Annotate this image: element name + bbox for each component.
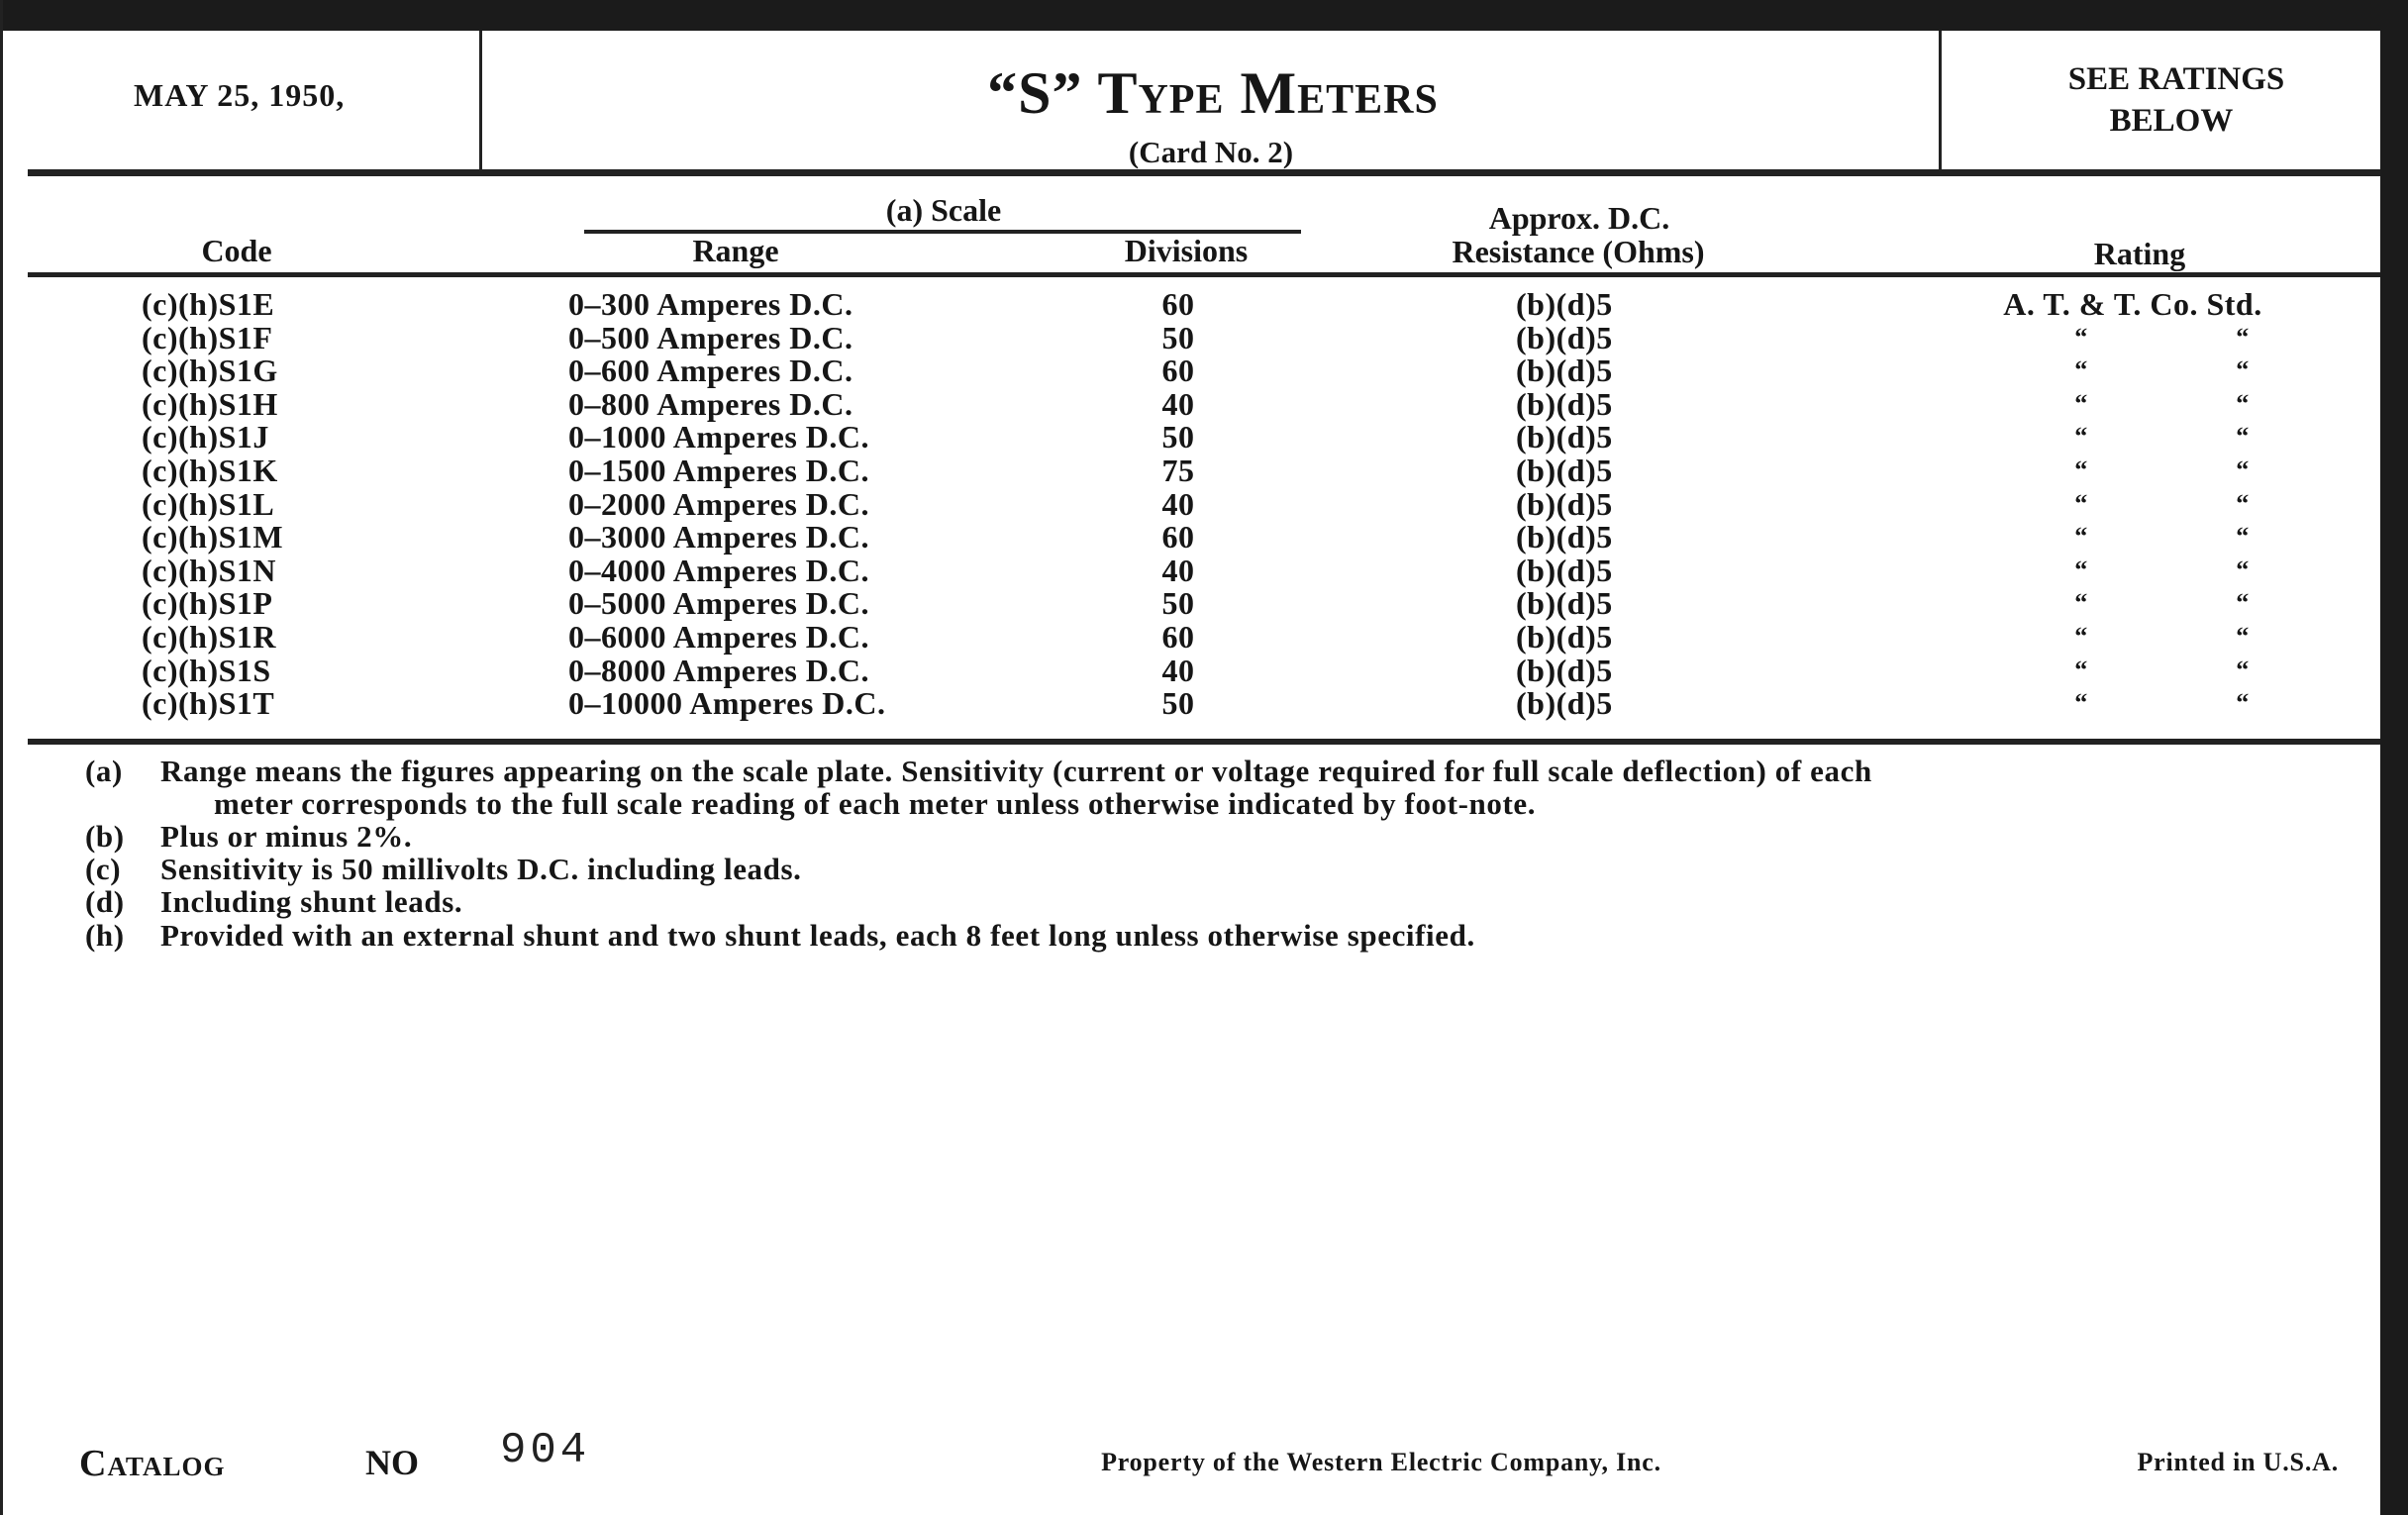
row-rating-ditto: “: [2236, 588, 2250, 618]
row-divisions: 40: [1161, 385, 1195, 422]
row-range: 0–800 Amperes D.C.: [568, 385, 853, 422]
column-header-rating: Rating: [2093, 236, 2186, 271]
row-rating-ditto: “: [2074, 355, 2088, 385]
row-range: 0–300 Amperes D.C.: [568, 286, 853, 322]
row-rating-ditto: “: [2074, 622, 2088, 651]
footnote-continuation: meter corresponds to the full scale reading of each meter unless otherwise indicated by foot-note.: [214, 786, 1537, 821]
column-header-range: Range: [692, 233, 779, 268]
footnote-text: Sensitivity is 50 millivolts D.C. including leads.: [160, 852, 802, 886]
row-divisions: 75: [1161, 453, 1195, 488]
row-rating-ditto: “: [2074, 555, 2088, 584]
row-range: 0–1500 Amperes D.C.: [568, 453, 869, 488]
footnote-label: (d): [85, 884, 125, 919]
row-code: (c)(h)S1T: [142, 685, 275, 722]
row-code: (c)(h)S1F: [142, 319, 273, 355]
row-range: 0–8000 Amperes D.C.: [568, 652, 869, 688]
card-number: (Card No. 2): [1128, 135, 1294, 169]
column-header-resistance-line2: Resistance (Ohms): [1452, 234, 1705, 269]
column-header-divisions: Divisions: [1124, 233, 1249, 268]
row-resistance: (b)(d)5: [1516, 319, 1613, 355]
row-range: 0–3000 Amperes D.C.: [568, 519, 869, 556]
catalog-no-label: NO: [365, 1443, 419, 1482]
row-rating-ditto: “: [2236, 322, 2250, 352]
footnote-text: Range means the figures appearing on the scale plate. Sensitivity (current or voltage required for full scale deflection) of each: [160, 754, 1872, 788]
row-divisions: 50: [1161, 419, 1195, 455]
header-divider-left: [479, 31, 482, 172]
row-resistance: (b)(d)5: [1516, 619, 1613, 655]
row-divisions: 50: [1161, 585, 1195, 622]
footnote-label: (c): [85, 852, 122, 886]
row-rating-ditto: “: [2074, 488, 2088, 518]
row-code: (c)(h)S1E: [142, 286, 275, 322]
row-divisions: 40: [1161, 652, 1195, 688]
row-rating-ditto: “: [2236, 622, 2250, 651]
row-resistance: (b)(d)5: [1516, 652, 1613, 688]
scan-left-border: [0, 0, 3, 1515]
row-range: 0–4000 Amperes D.C.: [568, 552, 869, 588]
column-header-rule: [28, 272, 2380, 277]
footnote-label: (h): [85, 918, 125, 953]
row-resistance: (b)(d)5: [1516, 286, 1613, 322]
row-range: 0–2000 Amperes D.C.: [568, 485, 869, 522]
property-notice: Property of the Western Electric Company, Inc.: [1101, 1448, 1661, 1476]
row-code: (c)(h)S1R: [142, 619, 277, 655]
page-title: “S” Type Meters: [987, 60, 1439, 126]
row-resistance: (b)(d)5: [1516, 552, 1613, 588]
row-rating-ditto: “: [2236, 688, 2250, 718]
table-bottom-rule: [28, 739, 2380, 745]
row-divisions: 60: [1161, 286, 1195, 322]
printed-in-notice: Printed in U.S.A.: [2137, 1448, 2339, 1476]
row-code: (c)(h)S1L: [142, 485, 275, 522]
column-header-code: Code: [201, 233, 272, 268]
ratings-note-line1: SEE RATINGS: [2067, 61, 2285, 97]
row-resistance: (b)(d)5: [1516, 353, 1613, 389]
header-rule: [28, 169, 2380, 176]
row-rating-ditto: “: [2074, 455, 2088, 484]
row-rating-ditto: “: [2236, 555, 2250, 584]
row-resistance: (b)(d)5: [1516, 419, 1613, 455]
row-rating-ditto: “: [2236, 488, 2250, 518]
row-divisions: 50: [1161, 319, 1195, 355]
row-code: (c)(h)S1H: [142, 385, 278, 422]
row-rating-ditto: “: [2236, 355, 2250, 385]
row-code: (c)(h)S1K: [142, 453, 278, 488]
row-rating-ditto: “: [2074, 322, 2088, 352]
row-rating-ditto: “: [2236, 522, 2250, 552]
row-range: 0–600 Amperes D.C.: [568, 353, 853, 389]
row-rating-ditto: “: [2236, 655, 2250, 684]
row-rating-ditto: “: [2074, 522, 2088, 552]
card-date: MAY 25, 1950,: [134, 77, 346, 113]
row-divisions: 60: [1161, 353, 1195, 389]
row-resistance: (b)(d)5: [1516, 453, 1613, 488]
row-code: (c)(h)S1P: [142, 585, 273, 622]
row-rating: A. T. & T. Co. Std.: [2003, 286, 2262, 322]
row-divisions: 50: [1161, 685, 1195, 722]
row-divisions: 40: [1161, 485, 1195, 522]
row-code: (c)(h)S1M: [142, 519, 284, 556]
scan-top-border: [0, 0, 2408, 31]
row-resistance: (b)(d)5: [1516, 685, 1613, 722]
row-resistance: (b)(d)5: [1516, 519, 1613, 556]
footnote-label: (b): [85, 819, 125, 854]
row-code: (c)(h)S1S: [142, 652, 271, 688]
row-rating-ditto: “: [2074, 388, 2088, 418]
footnote-label: (a): [85, 754, 123, 788]
row-rating-ditto: “: [2074, 422, 2088, 452]
row-divisions: 60: [1161, 519, 1195, 556]
row-range: 0–10000 Amperes D.C.: [568, 685, 886, 722]
row-resistance: (b)(d)5: [1516, 485, 1613, 522]
header-divider-right: [1939, 31, 1942, 172]
row-range: 0–5000 Amperes D.C.: [568, 585, 869, 622]
row-range: 0–500 Amperes D.C.: [568, 319, 853, 355]
row-divisions: 60: [1161, 619, 1195, 655]
row-rating-ditto: “: [2074, 588, 2088, 618]
row-code: (c)(h)S1N: [142, 552, 277, 588]
row-code: (c)(h)S1G: [142, 353, 278, 389]
row-rating-ditto: “: [2074, 655, 2088, 684]
scale-group-header: (a) Scale: [885, 192, 1002, 228]
row-code: (c)(h)S1J: [142, 419, 269, 455]
row-range: 0–1000 Amperes D.C.: [568, 419, 869, 455]
row-range: 0–6000 Amperes D.C.: [568, 619, 869, 655]
row-rating-ditto: “: [2236, 422, 2250, 452]
row-divisions: 40: [1161, 552, 1195, 588]
catalog-number: 904: [500, 1426, 591, 1475]
row-resistance: (b)(d)5: [1516, 585, 1613, 622]
footnote-text: Provided with an external shunt and two shunt leads, each 8 feet long unless otherwise specified.: [160, 918, 1475, 953]
ratings-note-line2: BELOW: [2109, 103, 2234, 139]
scan-right-border: [2380, 0, 2408, 1515]
row-rating-ditto: “: [2236, 455, 2250, 484]
row-rating-ditto: “: [2074, 688, 2088, 718]
row-resistance: (b)(d)5: [1516, 385, 1613, 422]
row-rating-ditto: “: [2236, 388, 2250, 418]
footnote-text: Including shunt leads.: [160, 884, 463, 919]
catalog-label: Catalog: [79, 1443, 226, 1484]
column-header-resistance-line1: Approx. D.C.: [1488, 200, 1670, 236]
footnote-text: Plus or minus 2%.: [160, 819, 413, 854]
